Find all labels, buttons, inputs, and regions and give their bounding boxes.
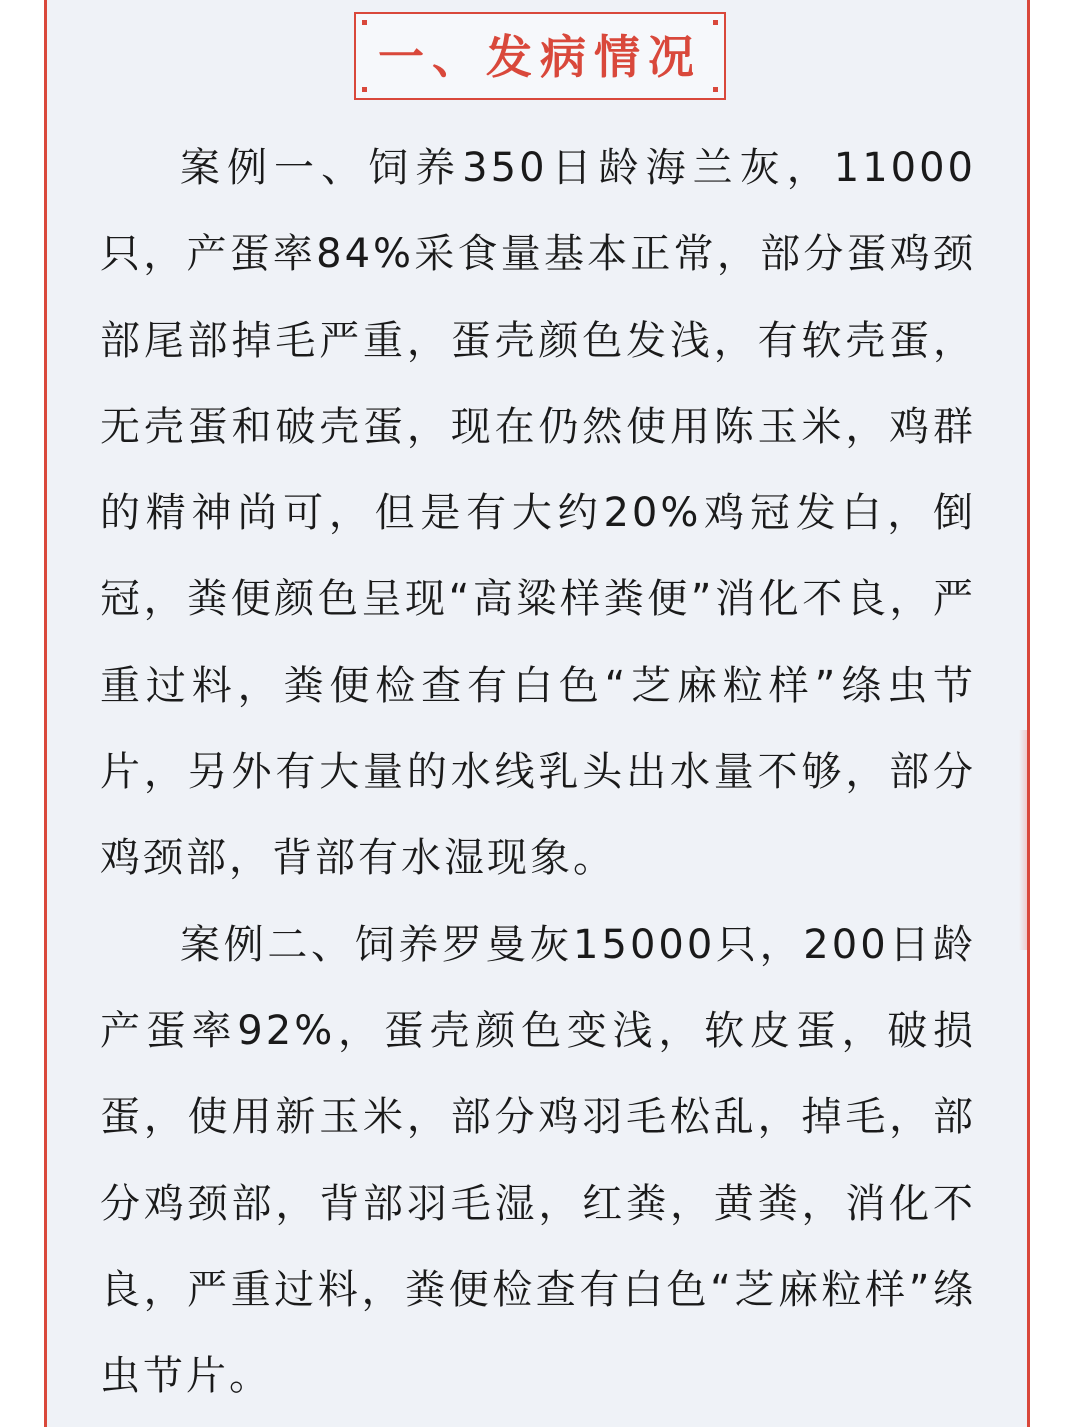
article-body xyxy=(100,125,976,1419)
case-one-paragraph: 案例一、饲养350日龄海兰灰，11000只，产蛋率84%采食量基本正常，部分蛋鸡颈部尾部掉毛严重，蛋壳颜色发浅，有软壳蛋，无壳蛋和破壳蛋，现在仍然使用陈玉米，鸡群的精神尚可，但是有大约20%鸡冠发白，倒冠，粪便颜色呈现“高粱样粪便”消化不良，严重过料，粪便检查有白色“芝麻粒样”绦虫节片，另外有大量的水线乳头出水量不够，部分鸡颈部，背部有水湿现象。 xyxy=(100,145,976,882)
section-title-box xyxy=(354,12,726,100)
corner-dot xyxy=(362,87,367,92)
corner-dot xyxy=(362,20,367,25)
corner-dot xyxy=(713,87,718,92)
section-title: 一、发病情况 xyxy=(378,30,702,84)
corner-dot xyxy=(713,20,718,25)
case-two-paragraph: 案例二、饲养罗曼灰15000只，200日龄产蛋率92%，蛋壳颜色变浅，软皮蛋，破损蛋，使用新玉米，部分鸡羽毛松乱，掉毛，部分鸡颈部，背部羽毛湿，红粪，黄粪，消化不良，严重过料，粪便检查有白色“芝麻粒样”绦虫节片。 xyxy=(100,921,976,1400)
edge-shadow xyxy=(1019,730,1027,950)
